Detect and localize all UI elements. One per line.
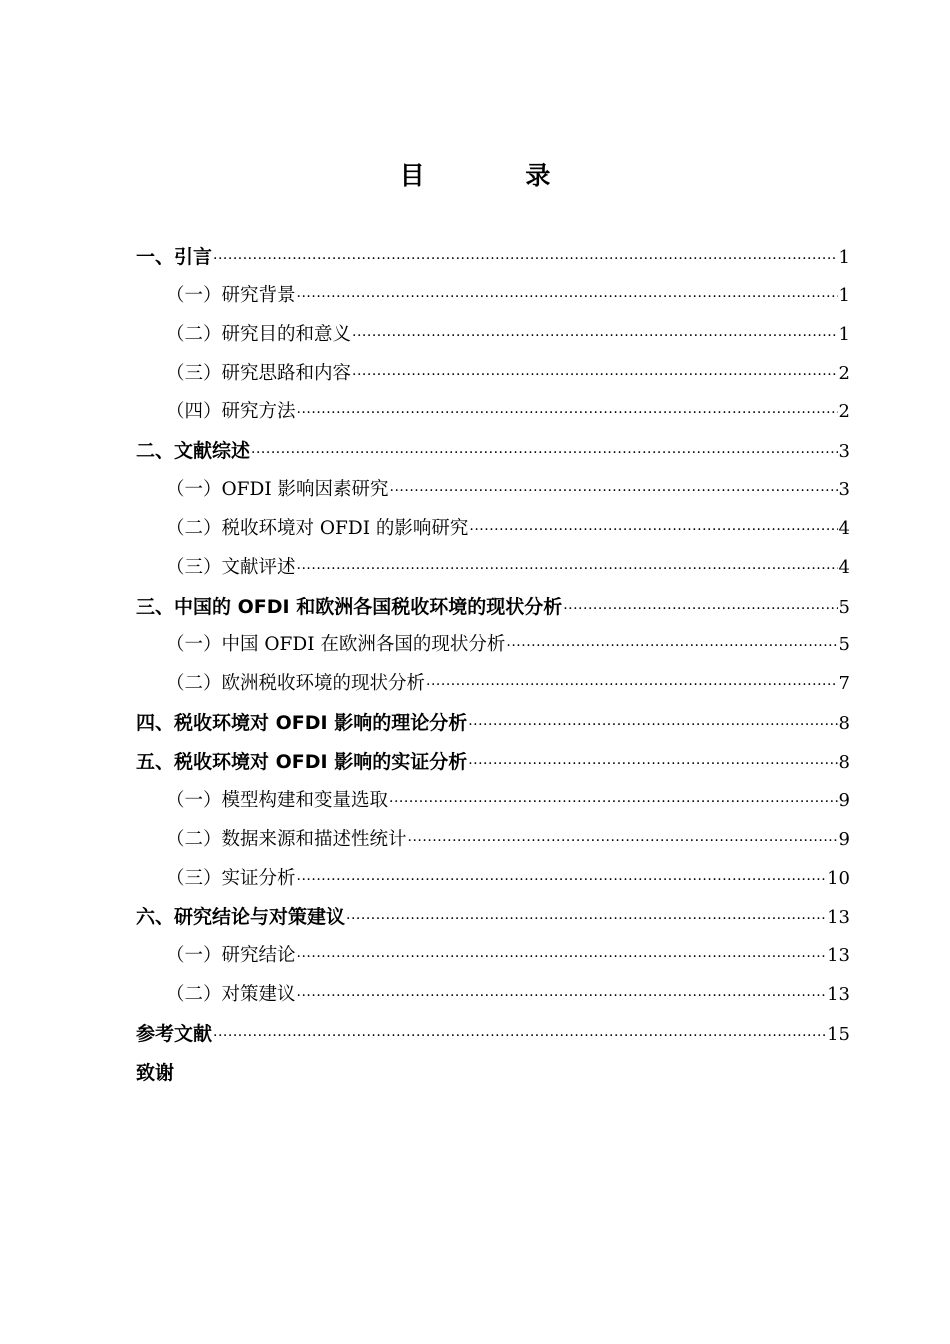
toc-entry-chapter[interactable] [136,588,850,627]
toc-page-number: 8 [838,751,850,773]
toc-entry-label: （一）研究结论 [166,945,296,967]
dot-leader [468,706,837,745]
dot-leader [251,434,838,473]
dot-leader [297,278,838,317]
toc-entry-label: （三）文献评述 [166,556,296,578]
dot-leader [297,394,838,433]
toc-page-number: 8 [838,713,850,735]
toc-entry-section[interactable] [136,976,850,1015]
toc-entry-label: （三）研究思路和内容 [166,362,352,384]
dot-leader [352,356,838,395]
toc-entry-chapter[interactable] [136,704,850,743]
toc-page-number: 1 [838,323,850,345]
toc-entry-label: （一）模型构建和变量选取 [166,789,389,811]
dot-leader [506,627,837,666]
toc-entry-label: （二）对策建议 [166,984,296,1006]
toc-page-number: 2 [838,362,850,384]
dot-leader [469,511,837,550]
toc-page-number: 5 [838,596,850,618]
toc-entry-chapter[interactable] [136,1054,850,1093]
toc-entry-label: （一）研究背景 [166,284,296,306]
dot-leader [346,900,826,939]
toc-entry-label: 三、中国的 OFDI 和欧洲各国税收环境的现状分析 [136,595,563,618]
toc-entry-label: 参考文献 [136,1022,213,1045]
toc-entry-section[interactable] [136,665,850,704]
toc-entry-label: 五、税收环境对 OFDI 影响的实证分析 [136,750,468,773]
toc-page-number: 5 [838,634,850,656]
toc-entry-label: （二）税收环境对 OFDI 的影响研究 [166,517,469,539]
toc-page-number: 13 [827,945,850,967]
dot-leader [426,666,838,705]
toc-entry-label: 一、引言 [136,246,213,268]
toc-page-number: 13 [827,907,850,929]
toc-page-number: 7 [838,673,850,695]
dot-leader [297,938,827,977]
toc-page-number: 3 [838,479,850,501]
toc-entry-label: （四）研究方法 [166,401,296,423]
toc-page-number: 9 [838,789,850,811]
toc-page-number: 13 [827,984,850,1006]
toc-entry-section[interactable] [136,393,850,432]
toc-entry-section[interactable] [136,355,850,394]
toc-entry-chapter[interactable] [136,432,850,471]
toc-entry-section[interactable] [136,316,850,355]
dot-leader [468,745,837,784]
toc-page-number: 4 [838,556,850,578]
toc-entry-section[interactable] [136,782,850,821]
dot-leader [563,590,837,629]
dot-leader [297,550,838,589]
toc-page-number: 3 [838,441,850,463]
toc-entry-section[interactable] [136,626,850,665]
toc-page-number: 1 [838,247,850,268]
toc-title: 目 录 [399,161,597,190]
toc-entry-chapter[interactable] [136,898,850,937]
toc-entry-section[interactable] [136,937,850,976]
toc-entry-section[interactable] [136,860,850,899]
dot-leader [213,1017,826,1056]
table-of-contents [136,238,850,1093]
dot-leader [297,861,827,900]
toc-page-number: 10 [827,867,850,889]
toc-entry-label: （三）实证分析 [166,867,296,889]
toc-page-number: 9 [838,828,850,850]
dot-leader [352,317,838,356]
toc-entry-label: （二）研究目的和意义 [166,323,352,345]
toc-entry-label: （一）OFDI 影响因素研究 [166,479,389,501]
toc-entry-label: （二）数据来源和描述性统计 [166,828,407,850]
toc-entry-label: （一）中国 OFDI 在欧洲各国的现状分析 [166,634,506,656]
dot-leader [408,822,838,861]
toc-entry-section[interactable] [136,549,850,588]
toc-page-number: 4 [838,517,850,539]
toc-entry-label: 四、税收环境对 OFDI 影响的理论分析 [136,712,468,735]
toc-entry-section[interactable] [136,471,850,510]
dot-leader [389,783,838,822]
toc-page-number: 2 [838,401,850,423]
toc-page-number: 1 [838,284,850,306]
toc-entry-label: （二）欧洲税收环境的现状分析 [166,673,426,695]
toc-entry-chapter[interactable] [136,743,850,782]
dot-leader [297,977,827,1016]
toc-entry-section[interactable] [136,510,850,549]
toc-entry-section[interactable] [136,277,850,316]
dot-leader [213,240,838,279]
toc-entry-chapter[interactable] [136,238,850,277]
toc-entry-label: 致谢 [136,1061,175,1084]
toc-page-number: 15 [827,1023,850,1045]
toc-entry-label: 二、文献综述 [136,440,251,463]
dot-leader [390,472,838,511]
toc-entry-label: 六、研究结论与对策建议 [136,906,346,929]
toc-entry-chapter[interactable] [136,1015,850,1054]
toc-entry-section[interactable] [136,821,850,860]
